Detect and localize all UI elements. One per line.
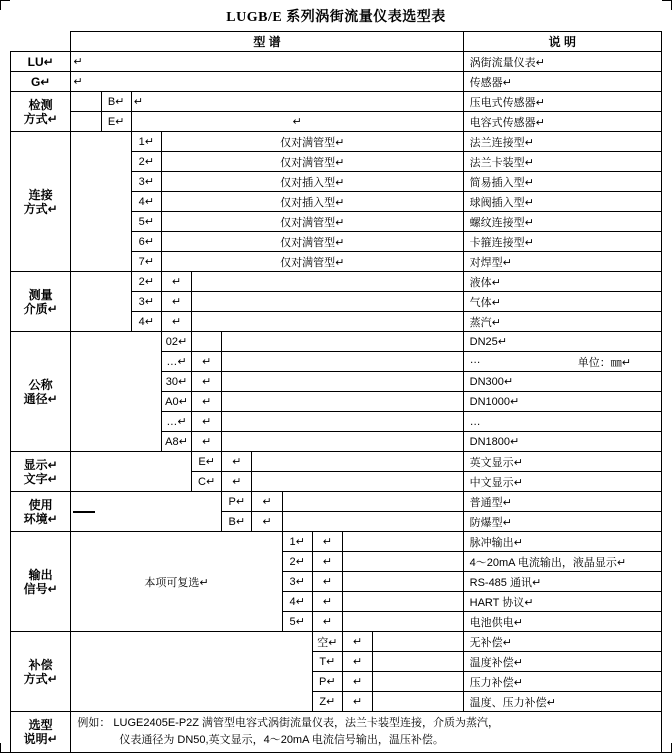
header-desc: 说 明 [463,32,661,52]
selection-table [10,31,662,753]
caliber-mark [192,332,222,352]
selection-note [71,712,662,753]
output-mark: ↵ [312,592,342,612]
connect-desc: 法兰连接型↵ [463,132,661,152]
connect-code: 4↵ [131,192,161,212]
connect-code: 5↵ [131,212,161,232]
connect-desc: 法兰卡装型↵ [463,152,661,172]
row-label-display: 显示↵ 文字↵ [11,452,71,492]
display-code: C↵ [192,472,222,492]
compensation-desc: 温度、压力补偿↵ [463,692,661,712]
compensation-code: Z↵ [312,692,342,712]
medium-code: 3↵ [131,292,161,312]
row-desc-g: 传感器↵ [463,72,661,92]
output-desc: 4～20mA 电流输出，液晶显示↵ [463,552,661,572]
connect-mid: 仅对满管型↵ [161,252,463,272]
caliber-mark: ↵ [192,372,222,392]
medium-mark: ↵ [161,292,191,312]
connect-code: 2↵ [131,152,161,172]
compensation-code: 空↵ [312,632,342,652]
caliber-code: …↵ [161,352,191,372]
connect-mid: 仅对插入型↵ [161,192,463,212]
compensation-mark: ↵ [342,632,372,652]
compensation-mark: ↵ [342,652,372,672]
row-label-connect: 连接 方式↵ [11,132,71,272]
table-row [11,532,662,552]
caliber-mark: ↵ [192,352,222,372]
detect-code-b: B↵ [101,92,131,112]
caliber-desc [463,352,661,372]
environment-code: P↵ [222,492,252,512]
medium-desc: 气体↵ [463,292,661,312]
row-desc-lu: 涡街流量仪表↵ [463,52,661,72]
output-mid [342,532,463,552]
table-row [11,92,662,112]
environment-mid [282,512,463,532]
compensation-mark: ↵ [342,672,372,692]
connect-mid: 仅对满管型↵ [161,212,463,232]
detect-spacer-2 [71,112,101,132]
medium-mark: ↵ [161,312,191,332]
caliber-desc: … [463,412,661,432]
table-row [11,632,662,652]
caliber-code: A8↵ [161,432,191,452]
detect-spacer [71,92,101,112]
table-row [11,332,662,352]
row-label-lu: LU↵ [11,52,71,72]
connect-desc: 对焊型↵ [463,252,661,272]
connect-desc: 简易插入型↵ [463,172,661,192]
compensation-mid [373,632,464,652]
compensation-desc: 压力补偿↵ [463,672,661,692]
row-label-g: G↵ [11,72,71,92]
caliber-mid [222,352,463,372]
connect-mid: 仅对满管型↵ [161,132,463,152]
display-mark: ↵ [222,472,252,492]
connect-spacer [71,132,131,272]
output-desc: HART 协议↵ [463,592,661,612]
connect-mid: 仅对插入型↵ [161,172,463,192]
connect-code: 7↵ [131,252,161,272]
row-model-g: ↵ [71,72,463,92]
display-desc: 英文显示↵ [463,452,661,472]
environment-mark: ↵ [252,512,282,532]
output-desc: RS-485 通讯↵ [463,572,661,592]
medium-desc: 蒸汽↵ [463,312,661,332]
output-code: 4↵ [282,592,312,612]
connect-desc: 卡箍连接型↵ [463,232,661,252]
output-code: 1↵ [282,532,312,552]
crop-mark-top-right [662,0,672,10]
detect-model-e: ↵ [131,112,463,132]
caliber-desc: DN1000↵ [463,392,661,412]
compensation-desc: 无补偿↵ [463,632,661,652]
connect-desc: 球阀插入型↵ [463,192,661,212]
row-label-output: 输出 信号↵ [11,532,71,632]
display-mark: ↵ [222,452,252,472]
output-desc: 电池供电↵ [463,612,661,632]
environment-mark: ↵ [252,492,282,512]
caliber-desc: DN1800↵ [463,432,661,452]
compensation-desc: 温度补偿↵ [463,652,661,672]
compensation-mark: ↵ [342,692,372,712]
caliber-desc: DN300↵ [463,372,661,392]
connect-mid: 仅对满管型↵ [161,152,463,172]
crop-mark-bottom-right [662,743,672,753]
row-label-detect: 检测 方式↵ [11,92,71,132]
connect-desc: 螺纹连接型↵ [463,212,661,232]
compensation-mid [373,652,464,672]
output-code: 5↵ [282,612,312,632]
caliber-mid [222,372,463,392]
compensation-code: T↵ [312,652,342,672]
table-row [11,72,662,92]
table-row [11,112,662,132]
medium-mid [192,312,464,332]
medium-desc: 液体↵ [463,272,661,292]
row-label-medium: 测量 介质↵ [11,272,71,332]
caliber-mid [222,412,463,432]
output-mid [342,592,463,612]
caliber-mark: ↵ [192,432,222,452]
output-mark: ↵ [312,612,342,632]
output-note: 本项可复选↵ [71,532,282,632]
output-mark: ↵ [312,552,342,572]
caliber-mark: ↵ [192,392,222,412]
caliber-mid [222,392,463,412]
environment-dash [73,511,95,513]
medium-spacer [71,272,131,332]
table-header-row [11,32,662,52]
table-row [11,452,662,472]
caliber-mark: ↵ [192,412,222,432]
medium-mid [192,272,464,292]
medium-code: 2↵ [131,272,161,292]
compensation-code: P↵ [312,672,342,692]
row-model-lu: ↵ [71,52,463,72]
detect-desc-e: 电容式传感器↵ [463,112,661,132]
display-desc: 中文显示↵ [463,472,661,492]
row-label-environment: 使用 环境↵ [11,492,71,532]
output-desc: 脉冲输出↵ [463,532,661,552]
caliber-code: …↵ [161,412,191,432]
caliber-mid [222,432,463,452]
page-title: LUGB/E 系列涡街流量仪表选型表 [226,10,446,25]
output-code: 3↵ [282,572,312,592]
output-mid [342,552,463,572]
detect-desc-b: 压电式传感器↵ [463,92,661,112]
detect-code-e: E↵ [101,112,131,132]
output-mid [342,572,463,592]
connect-mid: 仅对满管型↵ [161,232,463,252]
output-code: 2↵ [282,552,312,572]
environment-desc: 普通型↵ [463,492,661,512]
table-row-selection [11,712,662,753]
table-row [11,52,662,72]
connect-code: 6↵ [131,232,161,252]
compensation-mid [373,672,464,692]
detect-model-b: ↵ [131,92,463,112]
medium-mark: ↵ [161,272,191,292]
row-label-caliber: 公称 通径↵ [11,332,71,452]
crop-mark-bottom-left [0,743,10,753]
environment-code: B↵ [222,512,252,532]
output-mid [342,612,463,632]
compensation-spacer [71,632,312,712]
caliber-spacer [71,332,162,452]
table-row [11,272,662,292]
medium-mid [192,292,464,312]
environment-desc: 防爆型↵ [463,512,661,532]
row-label-compensation: 补偿 方式↵ [11,632,71,712]
display-mid [252,452,463,472]
compensation-mid [373,692,464,712]
connect-code: 1↵ [131,132,161,152]
display-mid [252,472,463,492]
crop-mark-top-left [0,0,10,10]
table-row [11,492,662,512]
caliber-code: A0↵ [161,392,191,412]
caliber-mid [222,332,463,352]
selection-line-1: 例如： LUGE2405E-P2Z 满管型电容式涡街流量仪表，法兰卡装型连接，介质为蒸汽， [77,717,500,729]
medium-code: 4↵ [131,312,161,332]
display-code: E↵ [192,452,222,472]
connect-code: 3↵ [131,172,161,192]
output-mark: ↵ [312,532,342,552]
caliber-unit: 单位：㎜↵ [577,356,631,369]
caliber-code: 02↵ [161,332,191,352]
environment-spacer [71,492,222,532]
selection-line-2: 仪表通径为 DN50,英文显示，4～20mA 电流信号输出，温压补偿。 [119,734,444,746]
table-row [11,132,662,152]
row-label-selection: 选型 说明↵ [11,712,71,753]
caliber-desc: DN25↵ [463,332,661,352]
caliber-desc-text: … [469,353,481,366]
output-mark: ↵ [312,572,342,592]
display-spacer [71,452,192,492]
header-model: 型 谱 [71,32,463,52]
environment-mid [282,492,463,512]
caliber-code: 30↵ [161,372,191,392]
